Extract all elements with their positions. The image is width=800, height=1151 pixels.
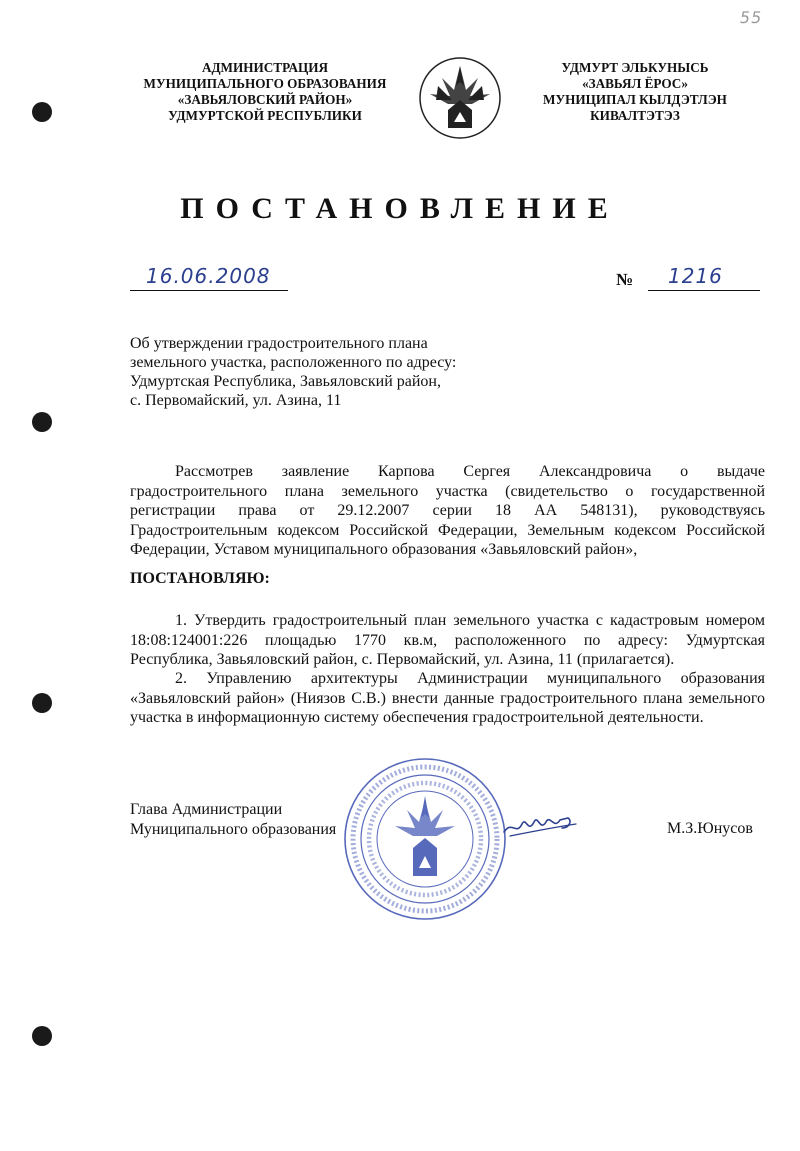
signatory-name: М.З.Юнусов bbox=[667, 820, 753, 837]
item2-line: участка в информационную систему обеспечения градостроительной деятельности. bbox=[130, 709, 704, 726]
punch-hole bbox=[32, 102, 52, 122]
subject-line: Об утверждении градостроительного плана bbox=[130, 335, 428, 352]
item1-line: 1. Утвердить градостроительный план земельного участка с кадастровым номером bbox=[175, 612, 765, 629]
date-field bbox=[130, 264, 288, 291]
signatory-title-line: Глава Администрации bbox=[130, 801, 283, 818]
header-left-line: УДМУРТСКОЙ РЕСПУБЛИКИ bbox=[168, 108, 362, 123]
header-left-line: «ЗАВЬЯЛОВСКИЙ РАЙОН» bbox=[177, 92, 353, 107]
signatory-title bbox=[130, 800, 336, 840]
punch-hole bbox=[32, 1026, 52, 1046]
item1-line: 18:08:124001:226 площадью 1770 кв.м, расположенного по адресу: Удмуртская bbox=[130, 631, 765, 649]
punch-hole bbox=[32, 693, 52, 713]
handwritten-date: 16.06.2008 bbox=[146, 264, 271, 288]
number-field bbox=[648, 264, 760, 291]
coat-of-arms-emblem bbox=[418, 56, 502, 140]
decree-item-2 bbox=[130, 669, 765, 728]
official-stamp bbox=[342, 756, 508, 922]
item2-line: 2. Управлению архитектуры Администрации муниципального образования bbox=[175, 670, 765, 687]
preamble-line: градостроительного плана земельного участка (свидетельство о государственной bbox=[130, 482, 765, 500]
document-subject bbox=[130, 334, 456, 410]
handwritten-number: 1216 bbox=[668, 264, 723, 288]
preamble-line: Рассмотрев заявление Карпова Сергея Александровича о выдаче bbox=[175, 463, 765, 480]
page-number-mark: 55 bbox=[738, 8, 765, 27]
header-left-line: АДМИНИСТРАЦИЯ bbox=[201, 60, 329, 75]
subject-line: с. Первомайский, ул. Азина, 11 bbox=[130, 392, 342, 409]
header-right bbox=[500, 60, 770, 124]
item1-line: Республика, Завьяловский район, с. Первомайский, ул. Азина, 11 (прилагается). bbox=[130, 651, 675, 668]
signatory-title-line: Муниципального образования bbox=[130, 821, 337, 838]
punch-hole bbox=[32, 412, 52, 432]
subject-line: Удмуртская Республика, Завьяловский район, bbox=[130, 373, 441, 390]
preamble-line: Градостроительным кодексом Российской Федерации, Земельным кодексом Российской bbox=[130, 521, 765, 539]
decree-heading: ПОСТАНОВЛЯЮ: bbox=[130, 570, 270, 587]
header-right-line: УДМУРТ ЭЛЬКУНЫСЬ bbox=[561, 60, 709, 75]
header-left-line: МУНИЦИПАЛЬНОГО ОБРАЗОВАНИЯ bbox=[143, 76, 387, 91]
header-right-line: «ЗАВЬЯЛ ЁРОС» bbox=[582, 76, 688, 91]
preamble-line: Федерации, Уставом муниципального образования «Завьяловский район», bbox=[130, 541, 638, 558]
subject-line: земельного участка, расположенного по адресу: bbox=[130, 354, 457, 371]
decree-item-1 bbox=[130, 611, 765, 670]
header-left bbox=[130, 60, 400, 124]
header-right-line: МУНИЦИПАЛ КЫЛДЭТЛЭН bbox=[543, 92, 727, 107]
preamble-line: регистрации права от 29.12.2007 серии 18 АА 548131), руководствуясь bbox=[130, 502, 765, 519]
preamble-paragraph bbox=[130, 462, 765, 560]
item2-line: «Завьяловский район» (Ниязов С.В.) внести данные градостроительного плана земельного bbox=[130, 689, 765, 707]
document-title: ПОСТАНОВЛЕНИЕ bbox=[180, 192, 620, 225]
number-label: № bbox=[616, 270, 634, 289]
header-right-line: КИВАЛТЭТЭЗ bbox=[590, 108, 680, 123]
handwritten-signature bbox=[500, 806, 580, 846]
